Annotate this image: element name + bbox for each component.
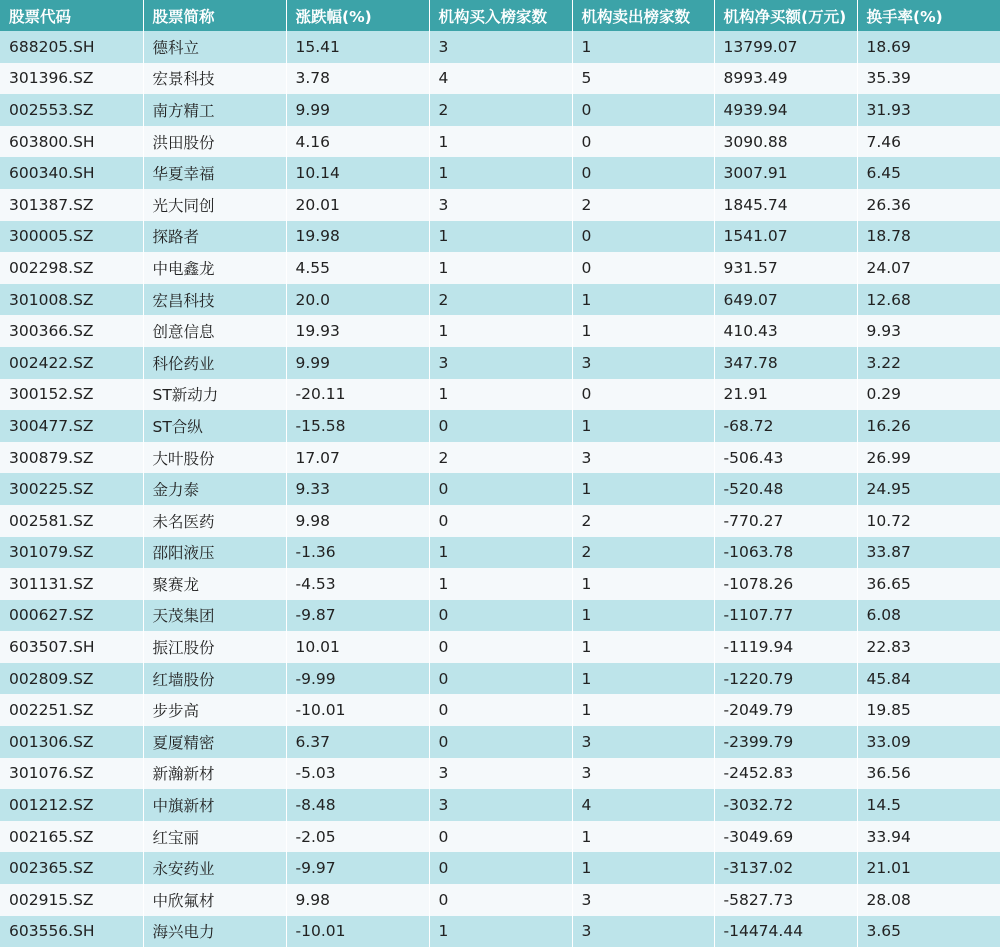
cell-inst-buy-count: 1 bbox=[429, 537, 572, 569]
cell-inst-net-buy: -1220.79 bbox=[714, 663, 857, 695]
cell-turnover-rate: 33.87 bbox=[857, 537, 1000, 569]
cell-turnover-rate: 9.93 bbox=[857, 315, 1000, 347]
cell-stock-code: 688205.SH bbox=[0, 31, 143, 63]
cell-stock-code: 301079.SZ bbox=[0, 537, 143, 569]
cell-inst-net-buy: 649.07 bbox=[714, 284, 857, 316]
cell-turnover-rate: 6.45 bbox=[857, 157, 1000, 189]
cell-stock-name: 夏厦精密 bbox=[143, 726, 286, 758]
cell-inst-buy-count: 1 bbox=[429, 157, 572, 189]
cell-inst-buy-count: 3 bbox=[429, 789, 572, 821]
cell-stock-name: 聚赛龙 bbox=[143, 568, 286, 600]
table-row bbox=[0, 884, 1000, 916]
cell-stock-code: 301008.SZ bbox=[0, 284, 143, 316]
cell-stock-code: 002251.SZ bbox=[0, 694, 143, 726]
cell-inst-sell-count: 3 bbox=[572, 758, 714, 790]
cell-inst-net-buy: -520.48 bbox=[714, 473, 857, 505]
cell-turnover-rate: 18.78 bbox=[857, 221, 1000, 253]
cell-stock-name: 探路者 bbox=[143, 221, 286, 253]
cell-inst-buy-count: 0 bbox=[429, 505, 572, 537]
cell-turnover-rate: 35.39 bbox=[857, 63, 1000, 95]
cell-stock-code: 300225.SZ bbox=[0, 473, 143, 505]
table-row bbox=[0, 663, 1000, 695]
cell-inst-buy-count: 1 bbox=[429, 315, 572, 347]
cell-inst-buy-count: 3 bbox=[429, 758, 572, 790]
cell-inst-net-buy: -1107.77 bbox=[714, 600, 857, 632]
cell-inst-net-buy: 3090.88 bbox=[714, 126, 857, 158]
cell-inst-sell-count: 0 bbox=[572, 379, 714, 411]
cell-inst-sell-count: 1 bbox=[572, 568, 714, 600]
cell-change-pct: 15.41 bbox=[286, 31, 429, 63]
cell-turnover-rate: 0.29 bbox=[857, 379, 1000, 411]
cell-stock-name: 邵阳液压 bbox=[143, 537, 286, 569]
cell-inst-sell-count: 3 bbox=[572, 442, 714, 474]
header-stock-code: 股票代码 bbox=[0, 0, 143, 31]
cell-turnover-rate: 26.36 bbox=[857, 189, 1000, 221]
cell-turnover-rate: 33.09 bbox=[857, 726, 1000, 758]
cell-stock-code: 002165.SZ bbox=[0, 821, 143, 853]
cell-change-pct: 4.16 bbox=[286, 126, 429, 158]
cell-inst-buy-count: 0 bbox=[429, 410, 572, 442]
table-row bbox=[0, 726, 1000, 758]
cell-inst-net-buy: -5827.73 bbox=[714, 884, 857, 916]
cell-turnover-rate: 12.68 bbox=[857, 284, 1000, 316]
cell-stock-name: 金力泰 bbox=[143, 473, 286, 505]
cell-stock-name: 天茂集团 bbox=[143, 600, 286, 632]
cell-change-pct: 9.99 bbox=[286, 94, 429, 126]
cell-inst-buy-count: 1 bbox=[429, 252, 572, 284]
header-stock-name: 股票简称 bbox=[143, 0, 286, 31]
cell-change-pct: 9.33 bbox=[286, 473, 429, 505]
cell-turnover-rate: 36.56 bbox=[857, 758, 1000, 790]
cell-inst-sell-count: 1 bbox=[572, 410, 714, 442]
cell-stock-name: 永安药业 bbox=[143, 852, 286, 884]
table-row bbox=[0, 600, 1000, 632]
table-row bbox=[0, 821, 1000, 853]
table-row bbox=[0, 284, 1000, 316]
cell-turnover-rate: 26.99 bbox=[857, 442, 1000, 474]
cell-inst-sell-count: 1 bbox=[572, 852, 714, 884]
cell-inst-net-buy: -2452.83 bbox=[714, 758, 857, 790]
table-row bbox=[0, 537, 1000, 569]
header-change-pct: 涨跌幅(%) bbox=[286, 0, 429, 31]
table-row bbox=[0, 694, 1000, 726]
cell-stock-code: 002365.SZ bbox=[0, 852, 143, 884]
cell-inst-sell-count: 0 bbox=[572, 126, 714, 158]
cell-inst-net-buy: 21.91 bbox=[714, 379, 857, 411]
cell-stock-name: 南方精工 bbox=[143, 94, 286, 126]
cell-stock-code: 603800.SH bbox=[0, 126, 143, 158]
cell-stock-code: 301131.SZ bbox=[0, 568, 143, 600]
table-row bbox=[0, 31, 1000, 63]
cell-inst-sell-count: 2 bbox=[572, 537, 714, 569]
cell-inst-net-buy: 1541.07 bbox=[714, 221, 857, 253]
cell-inst-buy-count: 2 bbox=[429, 94, 572, 126]
cell-change-pct: 10.01 bbox=[286, 631, 429, 663]
cell-change-pct: -1.36 bbox=[286, 537, 429, 569]
table-row bbox=[0, 94, 1000, 126]
cell-change-pct: -10.01 bbox=[286, 916, 429, 948]
cell-inst-sell-count: 1 bbox=[572, 631, 714, 663]
cell-stock-code: 300152.SZ bbox=[0, 379, 143, 411]
cell-stock-name: 光大同创 bbox=[143, 189, 286, 221]
table-header bbox=[0, 0, 1000, 31]
cell-stock-code: 300005.SZ bbox=[0, 221, 143, 253]
cell-change-pct: -15.58 bbox=[286, 410, 429, 442]
cell-stock-code: 300879.SZ bbox=[0, 442, 143, 474]
cell-stock-name: 中欣氟材 bbox=[143, 884, 286, 916]
cell-inst-net-buy: 8993.49 bbox=[714, 63, 857, 95]
cell-inst-buy-count: 0 bbox=[429, 694, 572, 726]
cell-turnover-rate: 19.85 bbox=[857, 694, 1000, 726]
cell-inst-buy-count: 0 bbox=[429, 473, 572, 505]
cell-inst-buy-count: 0 bbox=[429, 852, 572, 884]
cell-inst-sell-count: 0 bbox=[572, 94, 714, 126]
cell-inst-sell-count: 1 bbox=[572, 663, 714, 695]
cell-inst-sell-count: 1 bbox=[572, 694, 714, 726]
cell-inst-sell-count: 2 bbox=[572, 505, 714, 537]
cell-inst-sell-count: 1 bbox=[572, 31, 714, 63]
cell-inst-sell-count: 3 bbox=[572, 884, 714, 916]
table-row bbox=[0, 852, 1000, 884]
cell-inst-net-buy: -14474.44 bbox=[714, 916, 857, 948]
cell-inst-net-buy: -2049.79 bbox=[714, 694, 857, 726]
cell-stock-code: 603507.SH bbox=[0, 631, 143, 663]
cell-stock-code: 002915.SZ bbox=[0, 884, 143, 916]
cell-change-pct: -4.53 bbox=[286, 568, 429, 600]
cell-inst-buy-count: 1 bbox=[429, 221, 572, 253]
cell-inst-buy-count: 1 bbox=[429, 379, 572, 411]
cell-turnover-rate: 22.83 bbox=[857, 631, 1000, 663]
table-row bbox=[0, 347, 1000, 379]
cell-inst-sell-count: 1 bbox=[572, 821, 714, 853]
cell-stock-name: 大叶股份 bbox=[143, 442, 286, 474]
cell-change-pct: 19.93 bbox=[286, 315, 429, 347]
cell-stock-name: 中电鑫龙 bbox=[143, 252, 286, 284]
table-row bbox=[0, 916, 1000, 948]
cell-stock-name: 中旗新材 bbox=[143, 789, 286, 821]
cell-inst-net-buy: 3007.91 bbox=[714, 157, 857, 189]
cell-inst-net-buy: -68.72 bbox=[714, 410, 857, 442]
table-row bbox=[0, 252, 1000, 284]
cell-turnover-rate: 3.22 bbox=[857, 347, 1000, 379]
cell-inst-sell-count: 1 bbox=[572, 315, 714, 347]
cell-change-pct: -9.87 bbox=[286, 600, 429, 632]
cell-inst-net-buy: 931.57 bbox=[714, 252, 857, 284]
cell-stock-name: 未名医药 bbox=[143, 505, 286, 537]
cell-change-pct: -10.01 bbox=[286, 694, 429, 726]
cell-inst-net-buy: 410.43 bbox=[714, 315, 857, 347]
cell-change-pct: -9.97 bbox=[286, 852, 429, 884]
table-row bbox=[0, 631, 1000, 663]
table-row bbox=[0, 505, 1000, 537]
cell-turnover-rate: 33.94 bbox=[857, 821, 1000, 853]
table-row bbox=[0, 758, 1000, 790]
cell-turnover-rate: 24.95 bbox=[857, 473, 1000, 505]
table-row bbox=[0, 221, 1000, 253]
cell-turnover-rate: 7.46 bbox=[857, 126, 1000, 158]
cell-change-pct: -20.11 bbox=[286, 379, 429, 411]
cell-change-pct: -2.05 bbox=[286, 821, 429, 853]
cell-inst-net-buy: 347.78 bbox=[714, 347, 857, 379]
cell-change-pct: -9.99 bbox=[286, 663, 429, 695]
header-inst-net-buy: 机构净买额(万元) bbox=[714, 0, 857, 31]
cell-stock-code: 301076.SZ bbox=[0, 758, 143, 790]
cell-stock-name: 洪田股份 bbox=[143, 126, 286, 158]
cell-change-pct: 20.01 bbox=[286, 189, 429, 221]
cell-turnover-rate: 28.08 bbox=[857, 884, 1000, 916]
cell-stock-name: 红宝丽 bbox=[143, 821, 286, 853]
cell-stock-name: 红墙股份 bbox=[143, 663, 286, 695]
cell-inst-buy-count: 3 bbox=[429, 189, 572, 221]
table-row bbox=[0, 410, 1000, 442]
table-body bbox=[0, 31, 1000, 947]
header-row bbox=[0, 0, 1000, 31]
cell-stock-code: 300477.SZ bbox=[0, 410, 143, 442]
cell-turnover-rate: 24.07 bbox=[857, 252, 1000, 284]
cell-inst-buy-count: 2 bbox=[429, 442, 572, 474]
header-inst-buy-count: 机构买入榜家数 bbox=[429, 0, 572, 31]
cell-inst-buy-count: 0 bbox=[429, 821, 572, 853]
cell-change-pct: 9.98 bbox=[286, 505, 429, 537]
table-row bbox=[0, 789, 1000, 821]
cell-change-pct: -8.48 bbox=[286, 789, 429, 821]
cell-inst-sell-count: 3 bbox=[572, 726, 714, 758]
cell-turnover-rate: 16.26 bbox=[857, 410, 1000, 442]
cell-inst-sell-count: 4 bbox=[572, 789, 714, 821]
cell-inst-net-buy: -3049.69 bbox=[714, 821, 857, 853]
cell-stock-name: 宏景科技 bbox=[143, 63, 286, 95]
cell-stock-name: 宏昌科技 bbox=[143, 284, 286, 316]
table-row bbox=[0, 126, 1000, 158]
cell-change-pct: 9.99 bbox=[286, 347, 429, 379]
cell-change-pct: -5.03 bbox=[286, 758, 429, 790]
cell-change-pct: 19.98 bbox=[286, 221, 429, 253]
cell-stock-code: 000627.SZ bbox=[0, 600, 143, 632]
table-row bbox=[0, 442, 1000, 474]
table-row bbox=[0, 568, 1000, 600]
cell-stock-code: 002298.SZ bbox=[0, 252, 143, 284]
cell-inst-sell-count: 0 bbox=[572, 157, 714, 189]
cell-inst-net-buy: -1063.78 bbox=[714, 537, 857, 569]
cell-inst-buy-count: 0 bbox=[429, 631, 572, 663]
cell-change-pct: 4.55 bbox=[286, 252, 429, 284]
cell-inst-net-buy: -1078.26 bbox=[714, 568, 857, 600]
cell-inst-net-buy: -3032.72 bbox=[714, 789, 857, 821]
cell-turnover-rate: 36.65 bbox=[857, 568, 1000, 600]
cell-inst-buy-count: 3 bbox=[429, 31, 572, 63]
cell-inst-sell-count: 3 bbox=[572, 916, 714, 948]
cell-stock-code: 001306.SZ bbox=[0, 726, 143, 758]
cell-inst-sell-count: 0 bbox=[572, 252, 714, 284]
cell-inst-buy-count: 4 bbox=[429, 63, 572, 95]
cell-stock-name: 步步高 bbox=[143, 694, 286, 726]
cell-stock-name: 德科立 bbox=[143, 31, 286, 63]
cell-inst-sell-count: 2 bbox=[572, 189, 714, 221]
cell-inst-buy-count: 1 bbox=[429, 126, 572, 158]
table-row bbox=[0, 379, 1000, 411]
header-inst-sell-count: 机构卖出榜家数 bbox=[572, 0, 714, 31]
cell-inst-net-buy: 13799.07 bbox=[714, 31, 857, 63]
cell-stock-name: ST新动力 bbox=[143, 379, 286, 411]
cell-inst-buy-count: 1 bbox=[429, 916, 572, 948]
cell-inst-sell-count: 1 bbox=[572, 600, 714, 632]
cell-inst-sell-count: 1 bbox=[572, 473, 714, 505]
cell-stock-name: 新瀚新材 bbox=[143, 758, 286, 790]
cell-inst-buy-count: 3 bbox=[429, 347, 572, 379]
cell-stock-name: ST合纵 bbox=[143, 410, 286, 442]
cell-turnover-rate: 10.72 bbox=[857, 505, 1000, 537]
cell-stock-code: 600340.SH bbox=[0, 157, 143, 189]
cell-change-pct: 6.37 bbox=[286, 726, 429, 758]
cell-inst-buy-count: 0 bbox=[429, 600, 572, 632]
cell-inst-net-buy: -2399.79 bbox=[714, 726, 857, 758]
cell-inst-net-buy: -506.43 bbox=[714, 442, 857, 474]
cell-stock-code: 301387.SZ bbox=[0, 189, 143, 221]
cell-inst-buy-count: 2 bbox=[429, 284, 572, 316]
table-row bbox=[0, 157, 1000, 189]
cell-inst-buy-count: 1 bbox=[429, 568, 572, 600]
cell-inst-sell-count: 3 bbox=[572, 347, 714, 379]
cell-inst-net-buy: -1119.94 bbox=[714, 631, 857, 663]
cell-turnover-rate: 3.65 bbox=[857, 916, 1000, 948]
cell-stock-code: 002809.SZ bbox=[0, 663, 143, 695]
cell-stock-code: 002581.SZ bbox=[0, 505, 143, 537]
cell-turnover-rate: 14.5 bbox=[857, 789, 1000, 821]
cell-inst-net-buy: -3137.02 bbox=[714, 852, 857, 884]
cell-inst-sell-count: 1 bbox=[572, 284, 714, 316]
cell-change-pct: 20.0 bbox=[286, 284, 429, 316]
cell-turnover-rate: 21.01 bbox=[857, 852, 1000, 884]
cell-change-pct: 9.98 bbox=[286, 884, 429, 916]
cell-turnover-rate: 31.93 bbox=[857, 94, 1000, 126]
cell-stock-code: 001212.SZ bbox=[0, 789, 143, 821]
cell-turnover-rate: 45.84 bbox=[857, 663, 1000, 695]
cell-stock-code: 603556.SH bbox=[0, 916, 143, 948]
cell-stock-name: 海兴电力 bbox=[143, 916, 286, 948]
cell-inst-buy-count: 0 bbox=[429, 663, 572, 695]
cell-stock-name: 振江股份 bbox=[143, 631, 286, 663]
cell-stock-name: 华夏幸福 bbox=[143, 157, 286, 189]
cell-inst-net-buy: 1845.74 bbox=[714, 189, 857, 221]
table-row bbox=[0, 315, 1000, 347]
cell-inst-net-buy: 4939.94 bbox=[714, 94, 857, 126]
cell-turnover-rate: 18.69 bbox=[857, 31, 1000, 63]
cell-turnover-rate: 6.08 bbox=[857, 600, 1000, 632]
cell-change-pct: 17.07 bbox=[286, 442, 429, 474]
cell-inst-buy-count: 0 bbox=[429, 726, 572, 758]
cell-inst-sell-count: 0 bbox=[572, 221, 714, 253]
table-row bbox=[0, 63, 1000, 95]
cell-change-pct: 10.14 bbox=[286, 157, 429, 189]
table-row bbox=[0, 189, 1000, 221]
cell-inst-sell-count: 5 bbox=[572, 63, 714, 95]
cell-stock-name: 科伦药业 bbox=[143, 347, 286, 379]
table-row bbox=[0, 473, 1000, 505]
cell-inst-buy-count: 0 bbox=[429, 884, 572, 916]
header-turnover-rate: 换手率(%) bbox=[857, 0, 1000, 31]
cell-stock-code: 301396.SZ bbox=[0, 63, 143, 95]
cell-inst-net-buy: -770.27 bbox=[714, 505, 857, 537]
cell-stock-name: 创意信息 bbox=[143, 315, 286, 347]
cell-stock-code: 002422.SZ bbox=[0, 347, 143, 379]
cell-stock-code: 300366.SZ bbox=[0, 315, 143, 347]
cell-change-pct: 3.78 bbox=[286, 63, 429, 95]
cell-stock-code: 002553.SZ bbox=[0, 94, 143, 126]
